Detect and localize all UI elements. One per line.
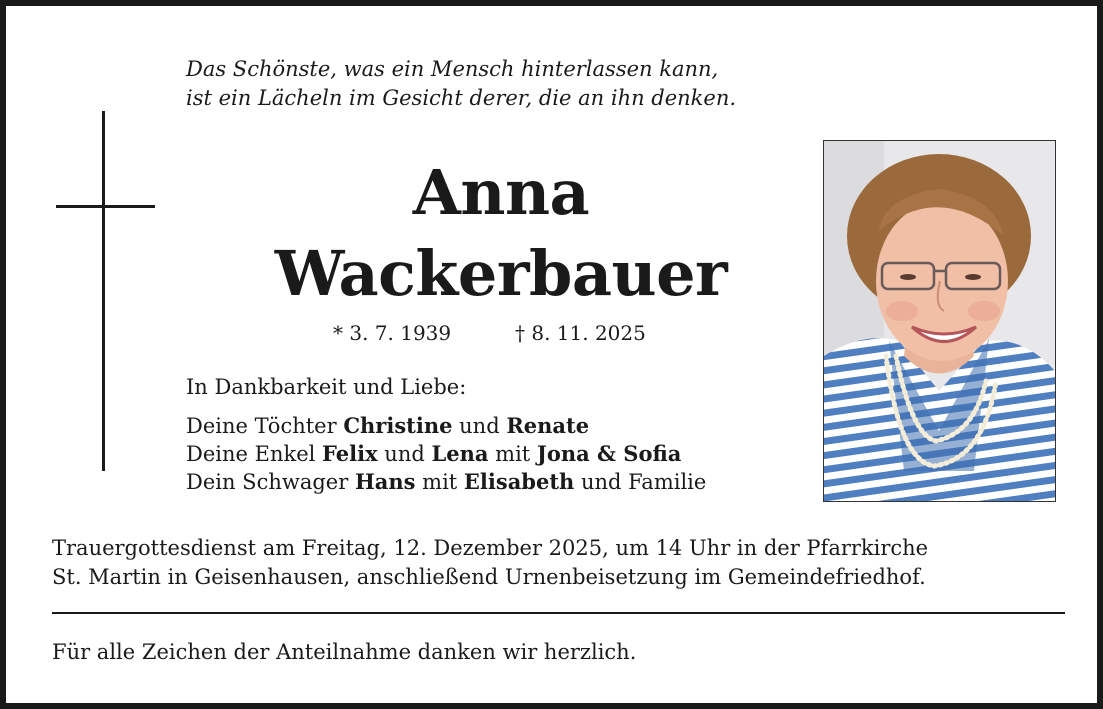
mourner-name: Jona & Sofia [536,441,682,466]
deceased-last-name: Wackerbauer [274,237,728,310]
thanks-text: Für alle Zeichen der Anteilnahme danken wir herzlich. [52,640,637,664]
mourner-line [186,440,806,468]
portrait-photo [823,140,1056,502]
mourner-prefix: Dein Schwager [186,470,355,494]
mourner-connector: mit [415,470,464,494]
mourner-name: Renate [506,413,590,438]
mourner-line [186,412,806,440]
mourner-line [186,468,806,496]
death-date: † 8. 11. 2025 [515,321,646,345]
mourner-name: Felix [322,441,378,466]
mourner-name: Christine [343,413,453,438]
mourner-connector: und [452,414,507,438]
mourners-intro: In Dankbarkeit und Liebe: [186,375,467,399]
quote-line-1: Das Schönste, was ein Mensch hinterlassen kann, [186,57,719,81]
mourner-name: Hans [354,469,416,494]
quote-line-2: ist ein Lächeln im Gesicht derer, die an ihn denken. [186,86,737,110]
deceased-first-name: Anna [412,156,590,229]
mourner-connector: mit [488,442,537,466]
cross-icon [102,111,105,471]
mourner-connector: und [377,442,432,466]
service-line-1: Trauergottesdienst am Freitag, 12. Dezember 2025, um 14 Uhr in der Pfarrkirche [52,536,929,560]
funeral-service-info [52,534,1072,592]
mourner-name: Lena [431,441,489,466]
mourner-name: Elisabeth [463,469,575,494]
mourner-suffix: und Familie [574,470,707,494]
mourners-list [186,374,806,496]
memorial-quote [186,55,846,113]
cross-icon-bar [56,205,155,208]
portrait-illustration [824,141,1055,501]
birth-date: * 3. 7. 1939 [333,321,452,345]
divider [52,612,1065,614]
deceased-name [186,152,816,314]
mourner-prefix: Deine Töchter [186,414,344,438]
service-line-2: St. Martin in Geisenhausen, anschließend Urnenbeisetzung im Gemeindefriedhof. [52,565,926,589]
mourner-prefix: Deine Enkel [186,442,323,466]
